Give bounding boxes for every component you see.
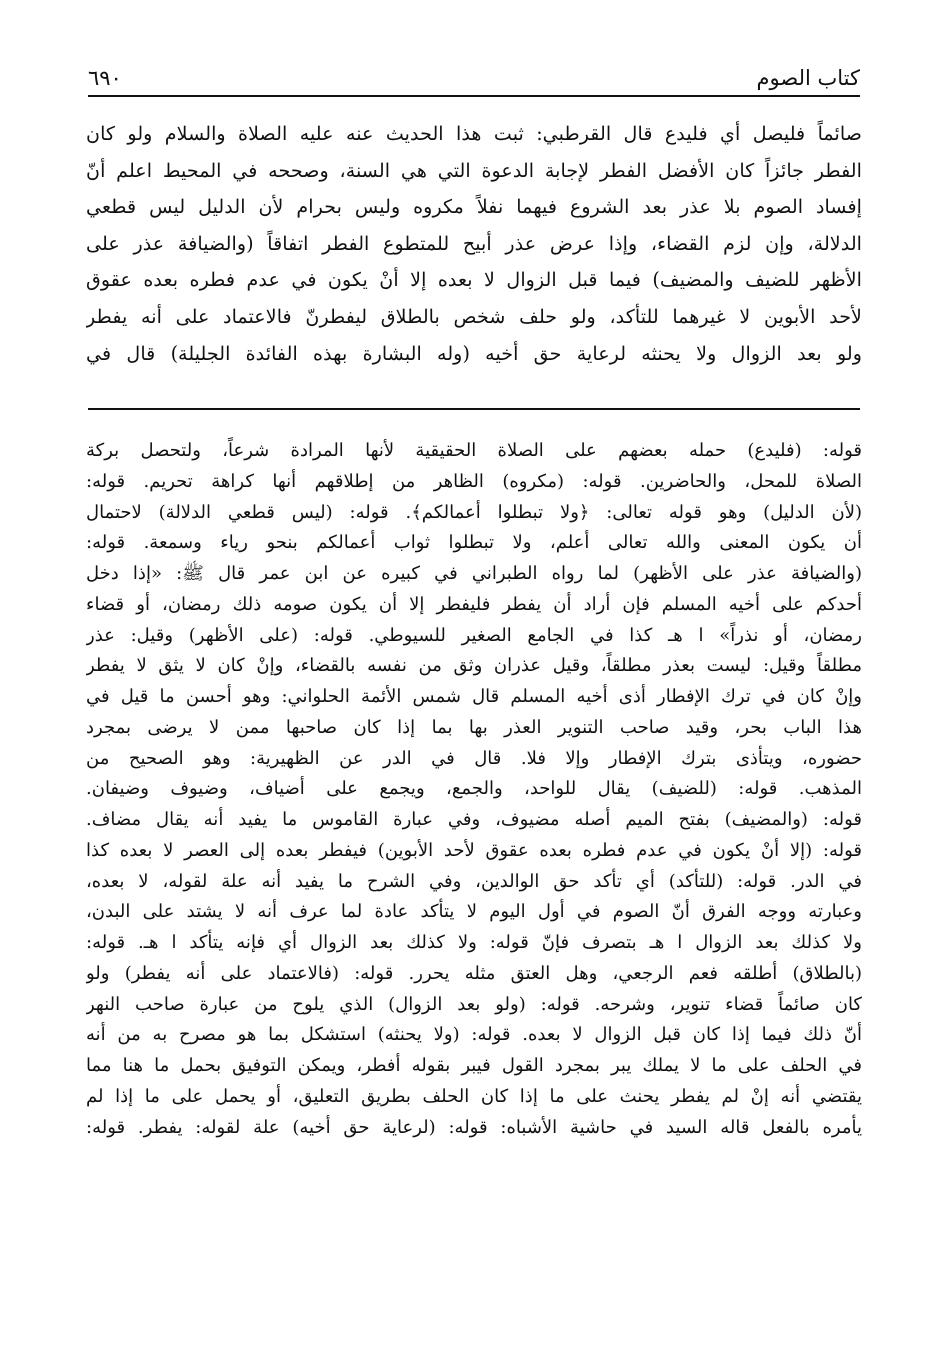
commentary-line: ولا كذلك بعد الزوال ا هـ بتصرف فإنّ قوله: ولا كذلك بعد الزوال أي فإنه يتأكد ا هـ. قوله: bbox=[86, 932, 862, 953]
commentary-line: (بالطلاق) أطلقه فعم الرجعي، وهل العتق مثله يحرر. قوله: (فالاعتماد على أنه يفطر) ولو bbox=[86, 962, 862, 984]
commentary-line: يأمره بالفعل قاله السيد في حاشية الأشباه: قوله: (لرعاية حق أخيه) علة لقوله: يفطر. قوله: bbox=[86, 1116, 862, 1138]
main-line: لأحد الأبوين لا غيرهما للتأكد، ولو حلف شخص بالطلاق ليفطرنّ فالاعتماد على أنه يفطر bbox=[86, 304, 862, 328]
commentary-text bbox=[86, 436, 862, 1143]
page-header bbox=[88, 54, 860, 90]
commentary-line: حضوره، ويتأذى بترك الإفطار وإلا فلا. قال في الدر عن الظهيرية: وهو الصحيح من bbox=[86, 747, 862, 769]
commentary-line: هذا الباب بحر، وقيد صاحب التنوير العذر بها بما إذا كان صاحبها ممن لا يرضى بمجرد bbox=[86, 716, 862, 738]
main-line: ولو بعد الزوال ولا يحنثه لرعاية حق أخيه (وله البشارة بهذه الفائدة الجليلة) قال في bbox=[86, 341, 862, 365]
commentary-line: في الحلف على ما لا يملك يبر بمجرد القول فيبر بقوله أفطر، ويمكن التوفيق بحمل ما هنا مما bbox=[86, 1055, 862, 1076]
commentary-line: مطلقاً وقيل: ليست بعذر مطلقاً، وقيل عذران وثق من نفسه بالقضاء، وإنْ كان لا يثق لا يفطر bbox=[86, 655, 862, 677]
commentary-line: أنّ ذلك فيما إذا كان قبل الزوال لا بعده. قوله: (ولا يحنثه) استشكل بما هو مصرح به من أنه bbox=[86, 1024, 862, 1046]
chapter-title: كتاب الصوم bbox=[756, 66, 860, 90]
commentary-line: الصلاة للمحل، والحاضرين. قوله: (مكروه) الظاهر من إطلاقهم أنها كراهة تحريم. قوله: bbox=[86, 470, 862, 492]
text-commentary-divider bbox=[88, 408, 860, 410]
commentary-line: أحدكم على أخيه المسلم فإن أراد أن يفطر فليفطر إلا أن يكون صومه ذلك رمضان، أو قضاء bbox=[86, 593, 862, 615]
main-line: صائماً فليصل أي فليدع قال القرطبي: ثبت هذا الحديث عنه عليه الصلاة والسلام ولو كان bbox=[86, 122, 862, 145]
commentary-line: قوله: (فليدع) حمله بعضهم على الصلاة الحقيقية لأنها المرادة شرعاً، ولتحصل بركة bbox=[86, 440, 862, 461]
main-line: الفطر جائزاً كان الأفضل الفطر لإجابة الدعوة التي هي السنة، وصححه في المحيط اعلم أنّ bbox=[86, 158, 862, 182]
commentary-line: كان صائماً قضاء تنوير، وشرحه. قوله: (ولو بعد الزوال) الذي يلوح من عبارة صاحب النهر bbox=[86, 993, 862, 1015]
main-line: إفساد الصوم بلا عذر بعد الشروع فيهما نفلاً مكروه وليس بحرام لأن الدليل ليس قطعي bbox=[86, 195, 862, 219]
commentary-line: قوله: (إلا أنْ يكون في عدم فطره بعده عقوق لأحد الأبوين) فيفطر بعده إلى العصر لا بعده كذا bbox=[86, 839, 862, 861]
main-line: الأظهر للضيف والمضيف) فيما قبل الزوال لا بعده إلا أنْ يكون في عدم فطره بعده عقوق bbox=[86, 268, 862, 292]
main-text bbox=[86, 116, 862, 372]
commentary-line: يقتضي أنه إنْ لم يفطر يحنث على ما إذا كان الحلف بطريق التعليق، أو يحمل على ما إذا لم bbox=[86, 1085, 862, 1107]
commentary-line: في الدر. قوله: (للتأكد) أي تأكد حق الوالدين، وفي الشرح ما يفيد أنه علة لقوله، لا بعده، bbox=[86, 870, 862, 892]
commentary-line: أن يكون المعنى والله تعالى أعلم، ولا تبطلوا ثواب أعمالكم بنحو رياء وسمعة. قوله: bbox=[86, 532, 862, 554]
commentary-line: رمضان، أو نذراً» ا هـ كذا في الجامع الصغير للسيوطي. قوله: (على الأظهر) وقيل: عذر bbox=[86, 624, 862, 646]
commentary-line: (لأن الدليل) وهو قوله تعالى: ﴿ولا تبطلوا أعمالكم﴾. قوله: (ليس قطعي الدلالة) لاحتمال bbox=[86, 501, 862, 523]
commentary-line: قوله: (والمضيف) بفتح الميم أصله مضيوف، وفي عبارة القاموس ما يفيد أنه يقال مضاف. bbox=[86, 809, 862, 830]
commentary-line: المذهب. قوله: (للضيف) يقال للواحد، والجمع، ويجمع على أضياف، وضيوف وضيفان. bbox=[86, 778, 862, 800]
main-line: الدلالة، وإن لزم القضاء، وإذا عرض عذر أبيح للمتطوع الفطر اتفاقاً (والضيافة عذر على bbox=[86, 231, 862, 255]
header-divider bbox=[88, 95, 860, 97]
commentary-line: (والضيافة عذر على الأظهر) لما رواه الطبراني في كبيره عن ابن عمر قال ﷺ: «إذا دخل bbox=[86, 563, 862, 584]
commentary-line: وعبارته ووجه الفرق أنّ الصوم في أول اليوم لا يتأكد عادة لما عرف أنه لا يشتد على البدن، bbox=[86, 901, 862, 923]
commentary-line: وإنْ كان في ترك الإفطار أذى أخيه المسلم قال شمس الأئمة الحلواني: وهو أحسن ما قيل في bbox=[86, 686, 862, 707]
page-number: ٦٩٠ bbox=[88, 66, 122, 90]
